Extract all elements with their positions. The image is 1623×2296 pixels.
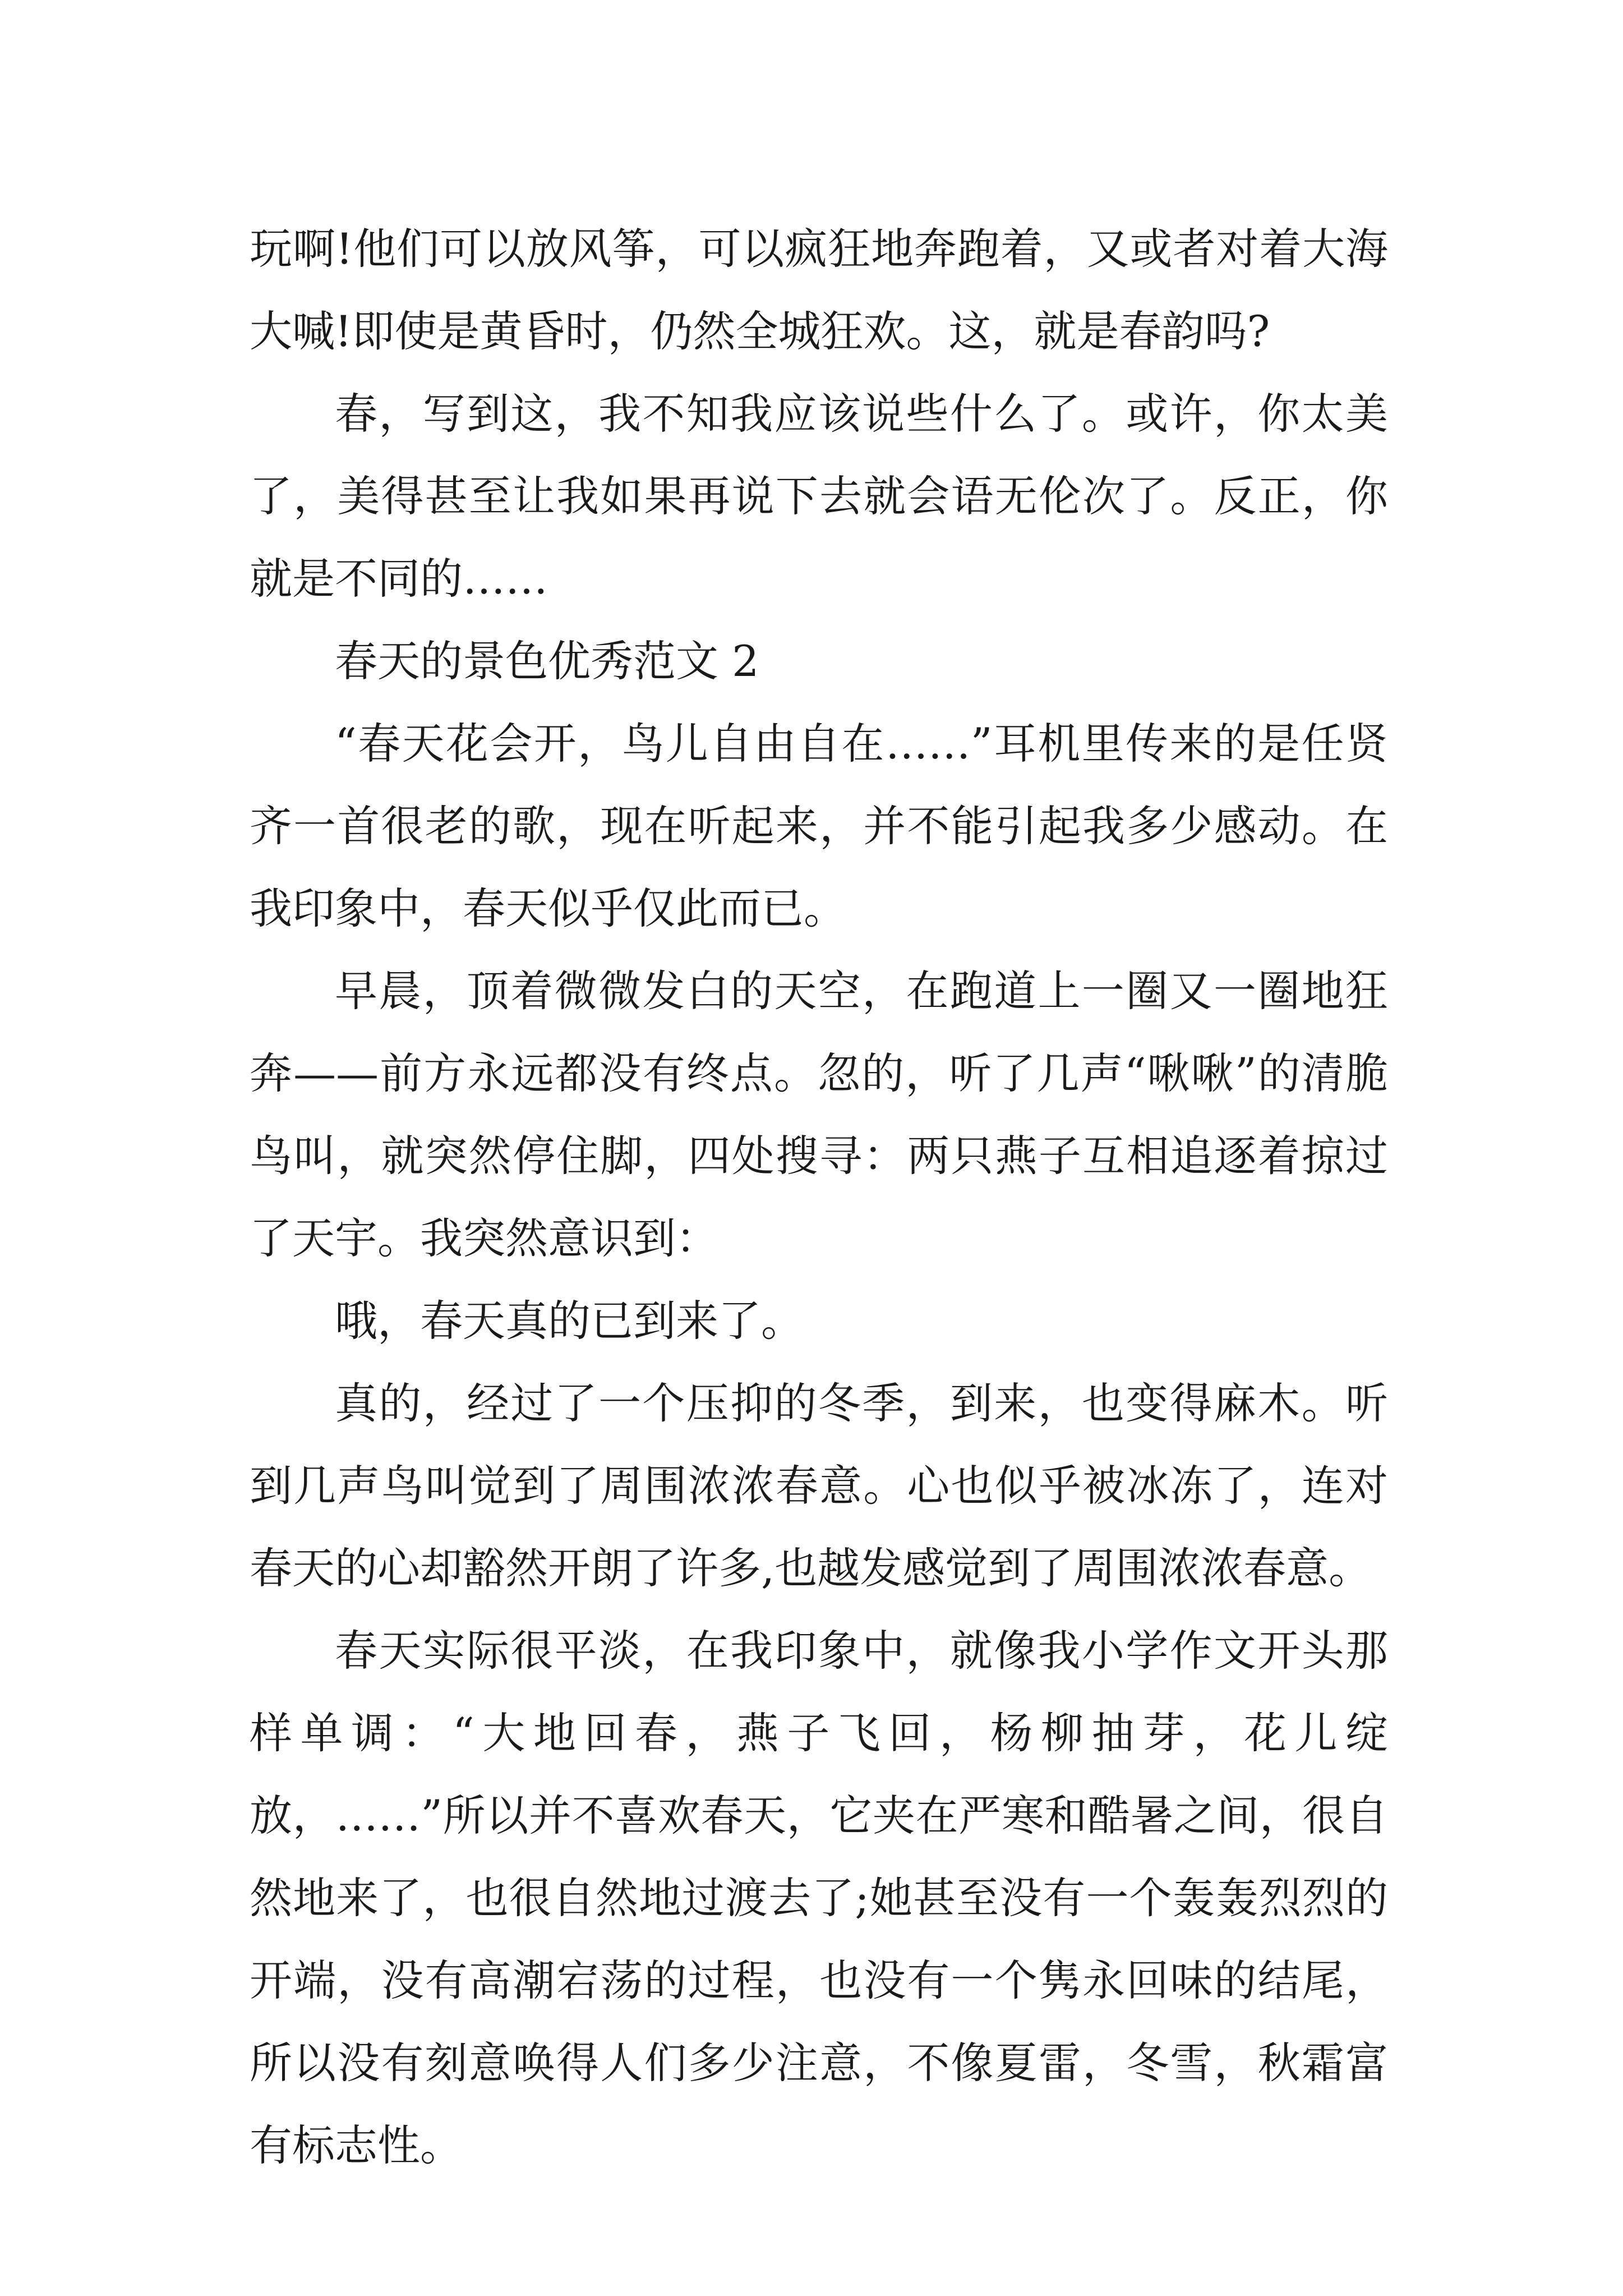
paragraph: 早晨，顶着微微发白的天空，在跑道上一圈又一圈地狂奔——前方永远都没有终点。忽的，听了几声“啾啾”的清脆鸟叫，就突然停住脚，四处搜寻：两只燕子互相追逐着掠过了天宇。我突然意识到： — [250, 966, 1388, 1263]
paragraph: 哦，春天真的已到来了。 — [335, 1296, 804, 1346]
section-heading: 春天的景色优秀范文 2 — [335, 636, 759, 686]
paragraph: “春天花会开，鸟儿自由自在……”耳机里传来的是任贤齐一首很老的歌，现在听起来，并不能引起我多少感动。在我印象中，春天似乎仅此而已。 — [250, 719, 1388, 933]
paragraph: 真的，经过了一个压抑的冬季，到来，也变得麻木。听到几声鸟叫觉到了周围浓浓春意。心也似乎被冰冻了，连对春天的心却豁然开朗了许多,也越发感觉到了周围浓浓春意。 — [250, 1378, 1388, 1593]
paragraph: 春，写到这，我不知我应该说些什么了。或许，你太美了，美得甚至让我如果再说下去就会语无伦次了。反正，你就是不同的…… — [250, 389, 1388, 604]
paragraph: 玩啊!他们可以放风筝，可以疯狂地奔跑着，又或者对着大海大喊!即使是黄昏时，仍然全城狂欢。这，就是春韵吗? — [250, 224, 1388, 356]
paragraph: 春天实际很平淡，在我印象中，就像我小学作文开头那样单调：“大地回春，燕子飞回，杨柳抽芽，花儿绽放，……”所以并不喜欢春天，它夹在严寒和酷暑之间，很自然地来了，也很自然地过渡去了;她甚至没有一个轰轰烈烈的开端，没有高潮宕荡的过程，也没有一个隽永回味的结尾，所以没有刻意唤得人们多少注意，不像夏雷，冬雪，秋霜富有标志性。 — [250, 1626, 1388, 2170]
document-body — [250, 208, 1388, 2187]
